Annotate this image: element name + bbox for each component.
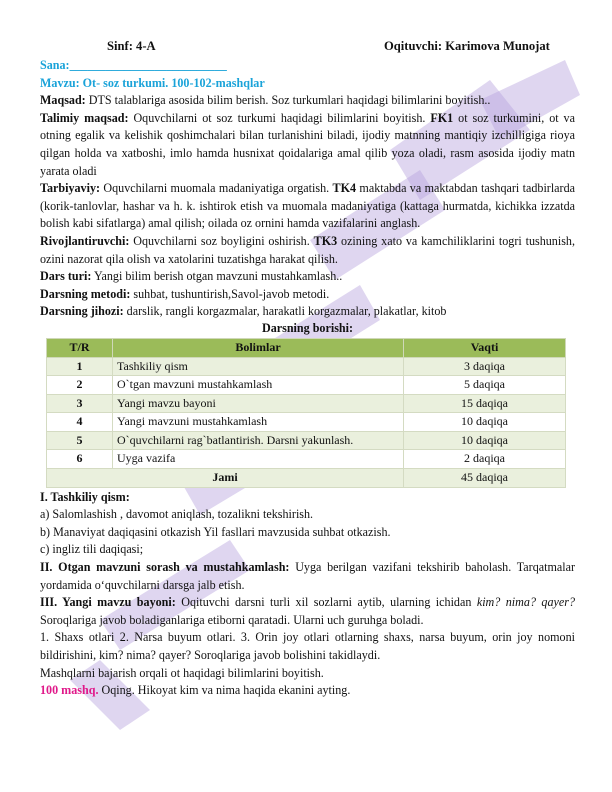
section3-list: 1. Shaxs otlari 2. Narsa buyum otlari. 3. Orin joy otlari otlarning shaxs, narsa buyum, orin joy nomoni bildirishini, kim? nima? qayer? Soroqlariga javob bolishini takidlaydi. bbox=[40, 630, 575, 662]
upbringing-goal-paragraph bbox=[40, 180, 575, 233]
lesson-plan-table bbox=[46, 338, 566, 488]
section3-text1: Oqituvchi darsni turli xil sozlarni aytib, ularning ichidan bbox=[175, 595, 477, 610]
goal-label: Maqsad: bbox=[40, 93, 86, 108]
date-line: Sana:__________________________ bbox=[40, 58, 227, 72]
developmental-goal-label: Rivojlantiruvchi: bbox=[40, 233, 130, 248]
row-number: 5 bbox=[47, 431, 113, 450]
table-total-row bbox=[47, 469, 566, 488]
exercise-line bbox=[40, 682, 575, 700]
exercise-text: Oqing. Hikoyat kim va nima haqida ekanini ayting. bbox=[98, 683, 351, 698]
method-paragraph bbox=[40, 286, 575, 304]
upbringing-goal-text2: maktabda va maktabdan tashqari tadbirlarda (korik-tanlovlar, hashar va h. k. ishtirok etish va muomala madaniyatiga (kattaga hurmatda, kichikka izzatda bolish kabi sifatlarga) amal qilish; oilada oz ornini hamda vazifalarini anglash. bbox=[40, 181, 575, 231]
col-header-time: Vaqti bbox=[404, 338, 566, 357]
row-number: 2 bbox=[47, 376, 113, 395]
section3-title: III. Yangi mavzu bayoni: bbox=[40, 595, 176, 610]
row-number: 3 bbox=[47, 394, 113, 413]
row-section: Yangi mavzuni mustahkamlash bbox=[113, 413, 404, 432]
upbringing-goal-label: Tarbiyaviy: bbox=[40, 181, 101, 196]
section3-questions: kim? nima? qayer? bbox=[476, 595, 575, 610]
goal-paragraph bbox=[40, 92, 575, 110]
lesson-flow-title: Darsning borishi: bbox=[261, 321, 354, 336]
educational-goal-label: Talimiy maqsad: bbox=[40, 110, 129, 125]
row-section: Tashkiliy qism bbox=[113, 357, 404, 376]
row-time: 10 daqiqa bbox=[404, 431, 566, 450]
row-section: Uyga vazifa bbox=[113, 450, 404, 469]
upbringing-goal-text1: Oquvchilarni muomala madaniyatiga orgatish. bbox=[100, 181, 333, 196]
equipment-paragraph bbox=[40, 303, 575, 320]
developmental-goal-text1: Oquvchilarni soz boyligini oshirish. bbox=[129, 233, 314, 248]
lesson-type-text: Yangi bilim berish otgan mavzuni mustahkamlash.. bbox=[91, 269, 343, 284]
goal-text: DTS talablariga asosida bilim berish. Soz turkumlari haqidagi bilimlarini boyitish.. bbox=[85, 93, 491, 108]
row-section: Yangi mavzu bayoni bbox=[113, 394, 404, 413]
section2-title: II. Otgan mavzuni sorash va mustahkamlash: bbox=[40, 560, 290, 575]
educational-goal-code: FK1 bbox=[430, 110, 454, 125]
section3-paragraph bbox=[40, 594, 575, 629]
table-row bbox=[47, 450, 566, 469]
teacher-label: Oqituvchi: Karimova Munojat bbox=[384, 39, 550, 53]
table-row bbox=[47, 357, 566, 376]
section1-title: I. Tashkiliy qism: bbox=[40, 489, 130, 504]
upbringing-goal-code: TK4 bbox=[332, 181, 357, 196]
class-label: Sinf: 4-A bbox=[107, 39, 156, 53]
header-row bbox=[40, 38, 575, 57]
row-time: 2 daqiqa bbox=[404, 450, 566, 469]
row-time: 10 daqiqa bbox=[404, 413, 566, 432]
method-label: Darsning metodi: bbox=[40, 286, 131, 301]
total-label: Jami bbox=[47, 469, 404, 488]
developmental-goal-text2: ozining xato va kamchiliklarini togri tushunish, ozini nazorat qila olish va xatolarini tuzatishga harakat qilish. bbox=[40, 233, 575, 266]
row-section: O`tgan mavzuni mustahkamlash bbox=[113, 376, 404, 395]
table-row bbox=[47, 431, 566, 450]
section2-paragraph bbox=[40, 559, 575, 594]
educational-goal-paragraph bbox=[40, 110, 575, 180]
section1-item-a: a) Salomlashish , davomot aniqlash, tozalikni tekshirish. bbox=[40, 507, 314, 522]
table-row bbox=[47, 376, 566, 395]
section2-text: Uyga berilgan vazifani tekshirib baholash. Tarqatmalar yordamida o‘quvchilarni darsga jalb etish. bbox=[40, 560, 576, 592]
exercise-label: 100 mashq. bbox=[40, 683, 99, 698]
row-time: 15 daqiqa bbox=[404, 394, 566, 413]
equipment-text: darslik, rangli korgazmalar, harakatli korgazmalar, plakatlar, kitob bbox=[123, 304, 447, 319]
developmental-goal-code: TK3 bbox=[313, 233, 338, 248]
educational-goal-text2: ot soz turkumini, ot va otning egalik va kelishik qoshimchalari bilan turlanishini biladi, ijodiy matnning mantiqiy izchilligiga rioya qilgan holda va xatboshi, imlo hamda husnixat qoidalariga amal qilib yoza oladi, rasm asosida ijodiy matn yarata oladi bbox=[40, 110, 575, 178]
row-number: 1 bbox=[47, 357, 113, 376]
equipment-label: Darsning jihozi: bbox=[40, 304, 124, 319]
lesson-type-label: Dars turi: bbox=[40, 269, 92, 284]
col-header-sections: Bolimlar bbox=[113, 338, 404, 357]
col-header-number: T/R bbox=[47, 338, 113, 357]
table-row bbox=[47, 413, 566, 432]
topic-line: Mavzu: Ot- soz turkumi. 100-102-mashqlar bbox=[40, 75, 265, 90]
row-number: 6 bbox=[47, 450, 113, 469]
row-time: 5 daqiqa bbox=[404, 376, 566, 395]
developmental-goal-paragraph bbox=[40, 233, 575, 268]
method-text: suhbat, tushuntirish,Savol-javob metodi. bbox=[130, 286, 330, 301]
table-header-row bbox=[47, 338, 566, 357]
section3-last: Mashqlarni bajarish orqali ot haqidagi bilimlarini boyitish. bbox=[40, 665, 324, 680]
lesson-type-paragraph bbox=[40, 268, 575, 286]
section1-item-b: b) Manaviyat daqiqasini otkazish Yil fasllari mavzusida suhbat otkazish. bbox=[40, 524, 391, 539]
total-time: 45 daqiqa bbox=[404, 469, 566, 488]
educational-goal-text1: Oquvchilarni ot soz turkumi haqidagi bilimlarini boyitish. bbox=[128, 110, 431, 125]
lesson-plan bbox=[40, 38, 575, 700]
section3-text2: Soroqlariga javob boladiganlariga etiborni qaratadi. Ularni uch guruhga boladi. bbox=[40, 612, 424, 627]
table-row bbox=[47, 394, 566, 413]
row-section: O`quvchilarni rag`batlantirish. Darsni yakunlash. bbox=[113, 431, 404, 450]
section1-item-c: c) ingliz tili daqiqasi; bbox=[40, 542, 144, 557]
row-time: 3 daqiqa bbox=[404, 357, 566, 376]
row-number: 4 bbox=[47, 413, 113, 432]
